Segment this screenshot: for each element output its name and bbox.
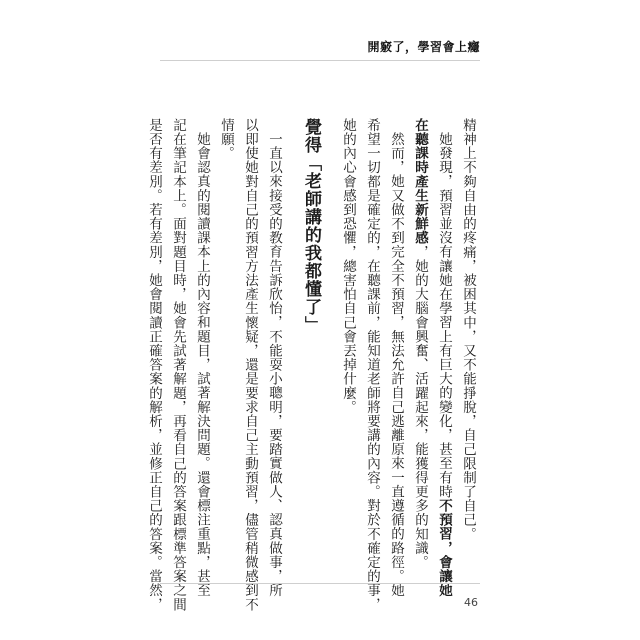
line-2-bold: 不預習，會讓她 xyxy=(436,498,452,597)
paragraph-line-1: 精神上不夠自由的疼痛，被困其中，又不能掙脫，自己限制了自己。 xyxy=(460,118,476,541)
line-2-text: 她發現，預習並沒有讓她在學習上有巨大的變化，甚至有時 xyxy=(436,131,452,499)
header-divider xyxy=(160,60,480,61)
paragraph-line-6: 她的內心會感到恐懼，總害怕自己會丟掉什麼。 xyxy=(340,118,356,415)
paragraph-line-11: 記在筆記本上。面對題目時，她會先試著解題，再看自己的答案跟標準答案之間 xyxy=(170,118,186,612)
paragraph-line-4: 然而，她又做不到完全不預習，無法允許自己逃離原來一直遵循的路徑。她 xyxy=(388,131,404,597)
paragraph-line-2 xyxy=(432,118,456,597)
paragraph-line-9: 情願。 xyxy=(218,118,234,161)
page-number: 46 xyxy=(464,596,478,609)
section-heading: 覺得「老師講的我都懂了」 xyxy=(301,118,321,334)
paragraph-line-8: 以即使她對自己的預習方法產生懷疑，還是要求自己主動預習，儘管稍微感到不 xyxy=(242,118,258,612)
paragraph-line-3 xyxy=(408,118,432,578)
footer-divider xyxy=(160,583,480,584)
running-header: 開竅了，學習會上癮 xyxy=(367,40,480,54)
paragraph-line-5: 希望一切都是確定的，在聽課前，能知道老師將要講的內容。對於不確定的事， xyxy=(364,118,380,612)
paragraph-line-7: 一直以來接受的教育告訴欣怡，不能耍小聰明，要踏實做人、認真做事，所 xyxy=(266,131,282,597)
line-3-bold: 在聽課時產生新鮮感 xyxy=(412,118,428,245)
line-3-text: ，她的大腦會興奮、活躍起來，能獲得更多的知識。 xyxy=(412,244,428,570)
paragraph-line-12: 是否有差別。若有差別，她會閱讀正確答案的解析，並修正自己的答案。當然， xyxy=(146,118,162,612)
paragraph-line-10: 她會認真的閱讀課本上的內容和題目，試著解決問題。還會標注重點，甚至 xyxy=(194,131,210,597)
